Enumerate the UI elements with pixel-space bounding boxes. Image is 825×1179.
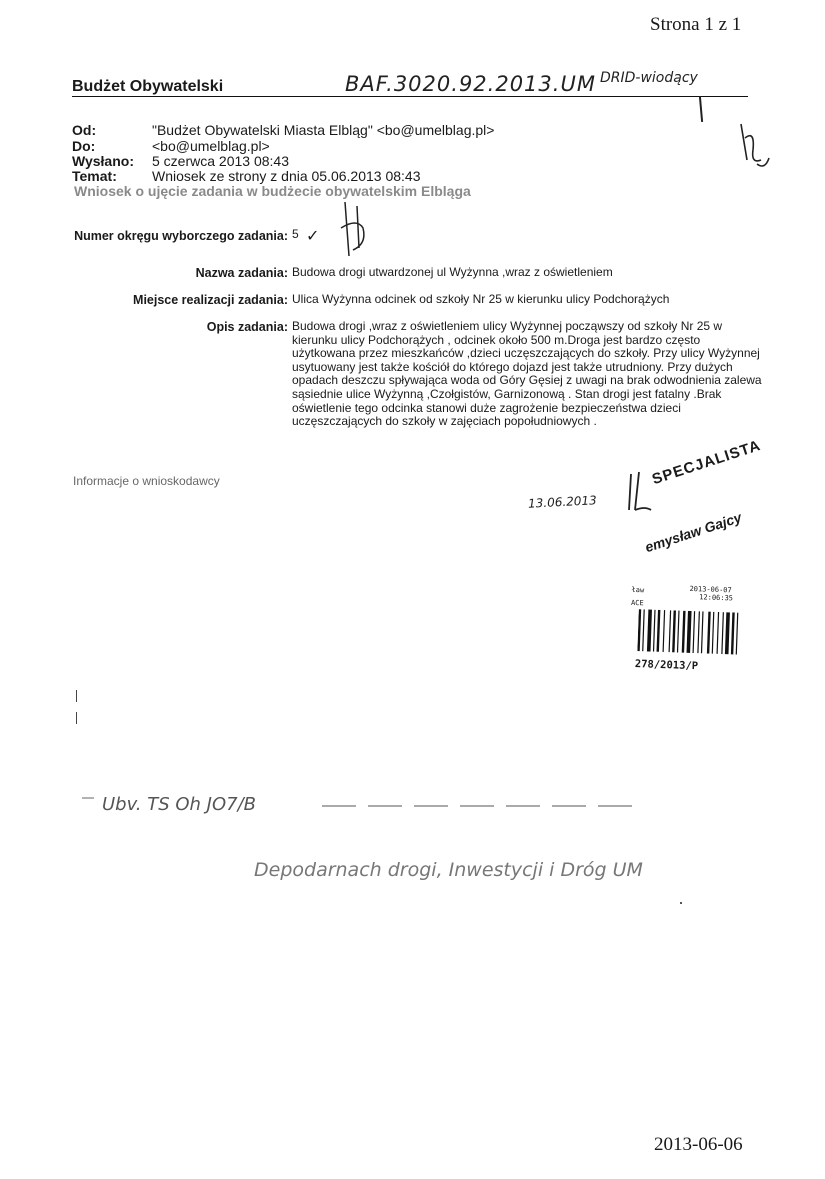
handwritten-tick-mark [699,96,703,122]
task-name-value: Budowa drogi utwardzonej ul Wyżynna ,wraz z oświetleniem [292,265,613,279]
barcode-bar [716,612,719,654]
header-title: Budżet Obywatelski [72,78,224,95]
barcode [637,609,742,655]
to-value: <bo@umelblag.pl> [152,138,270,154]
barcode-bar [701,611,704,653]
task-name-label: Nazwa zadania: [195,266,288,280]
margin-mark [76,690,77,702]
document-date: 2013-06-06 [654,1134,743,1155]
handwritten-stamp-date: 13.06.2013 [527,493,598,511]
from-label: Od: [72,122,97,138]
label-date: 2013-06-07 [689,584,732,595]
barcode-bar [647,609,652,651]
applicant-info-heading: Informacje o wnioskodawcy [73,474,220,488]
barcode-bar [677,611,680,653]
task-location-label: Miejsce realizacji zadania: [133,293,288,307]
barcode-bar [669,610,672,652]
check-mark-icon: ✓ [306,228,320,245]
label-timestamp-prefix: ław [631,585,645,595]
barcode-bar [672,610,676,652]
specialist-stamp: SPECJALISTA [650,437,763,489]
header-divider [72,96,748,97]
handwritten-note-2 [250,848,750,888]
barcode-bar [657,610,661,652]
subject-label: Temat: [72,168,117,184]
label-office: ACE [630,598,644,608]
registration-code: 278/2013/P [634,658,699,673]
to-label: Do: [72,138,96,154]
barcode-bar [731,612,735,654]
sent-value: 5 czerwca 2013 08:43 [152,153,289,169]
sent-label: Wysłano: [72,153,134,169]
from-value: "Budżet Obywatelski Miasta Elbląg" <bo@umelblag.pl> [152,122,495,138]
district-number-value: 5 [292,227,299,241]
task-location-value: Ulica Wyżynna odcinek od szkoły Nr 25 w kierunku ulicy Podchorążych [292,292,670,306]
barcode-bar [736,613,739,655]
margin-mark [76,712,77,724]
registration-label [628,583,753,683]
barcode-bar [687,611,692,653]
barcode-bar [712,612,715,654]
svg-text:Depodarnach drogi, Inwestycji: Depodarnach drogi, Inwestycji i Dróg UM [254,859,643,881]
form-heading: Wniosek o ujęcie zadania w budżecie obywatelskim Elbląga [74,183,471,199]
dot-mark [680,902,682,904]
barcode-bar [725,612,730,654]
barcode-bar [693,611,696,653]
specialist-name-stamp: emysław Gajcy [643,508,744,556]
task-description-value: Budowa drogi ,wraz z oświetleniem ulicy Wyżynnej począwszy od szkoły Nr 25 w kierunku ulicy Podchorążych , odcinek około 500 m.Droga jest bardzo często użytkowana przez mieszkańców ,dzieci uczęszczających do szkoły. Przy ulicy Wyżynnej usytuowany jest także kościół do którego dojazd jest także utrudniony. Przy dużych opadach deszczu spływająca woda od Góry Gęsiej z uwagi na brak odwodnienia zalewa sąsiednie ulice Wyżynną ,Czołgistów, Garnizonową . Stan drogi jest fatalny .Brak oświetlenie tego odcinka stanowi duże zagrożenie bezpieczeństwa dzieci uczęszczających do szkoły w zajęciach popołudniowych . [292,319,762,429]
barcode-bar [707,612,711,654]
subject-value: Wniosek ze strony z dnia 05.06.2013 08:43 [152,168,421,184]
svg-text:Ubv. TS Oh JO7/B: Ubv. TS Oh JO7/B [102,794,257,815]
barcode-bar [653,610,656,652]
label-timestamp [689,585,733,603]
barcode-bar [637,609,641,651]
label-time: 12:06:35 [699,593,734,603]
barcode-bar [697,611,700,653]
page-number: Strona 1 z 1 [650,14,742,35]
handwritten-department-note: DRID-wiodący [600,70,698,86]
handwritten-signature [335,198,375,260]
barcode-bar [682,611,686,653]
handwritten-reference-number: BAF.3020.92.2013.UM [345,72,596,96]
barcode-bar [642,609,645,651]
handwritten-initials [735,120,775,180]
task-description-label: Opis zadania: [206,320,288,334]
barcode-bar [721,612,724,654]
handwritten-note-1 [82,790,642,820]
district-number-label: Numer okręgu wyborczego zadania: [74,229,288,243]
barcode-bar [663,610,666,652]
